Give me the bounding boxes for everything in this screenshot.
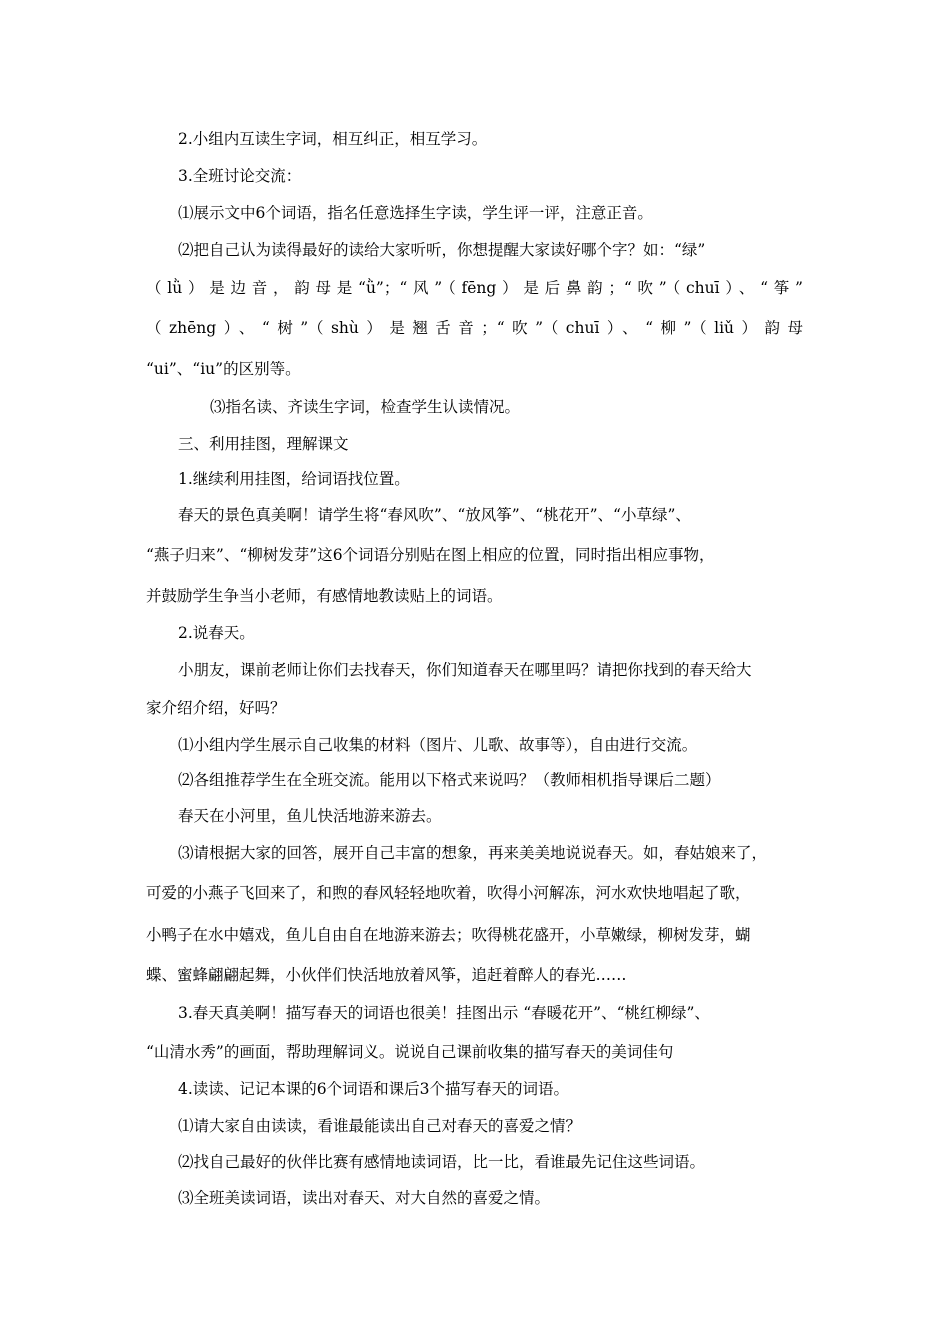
text-line: 家介绍介绍，好吗？ — [146, 699, 286, 717]
text-line: 春天在小河里，鱼儿快活地游来游去。 — [178, 807, 442, 825]
text-line — [146, 318, 803, 338]
text-line: ⑶指名读、齐读生字词，检查学生认读情况。 — [210, 398, 521, 416]
text-line: 小朋友，课前老师让你们去找春天，你们知道春天在哪里吗？请把你找到的春天给大 — [178, 661, 752, 679]
text-line: ⑵各组推荐学生在全班交流。能用以下格式来说吗？（教师相机指导课后二题） — [178, 771, 721, 789]
text-line: “ui”、“iu”的区别等。 — [146, 360, 301, 378]
text-line: 小鸭子在水中嬉戏，鱼儿自由自在地游来游去；吹得桃花盛开，小草嫩绿，柳树发芽，蝴 — [146, 926, 751, 944]
text-line: 可爱的小燕子飞回来了，和煦的春风轻轻地吹着，吹得小河解冻，河水欢快地唱起了歌， — [146, 884, 751, 902]
text-line: ⑴小组内学生展示自己收集的材料（图片、儿歌、故事等），自由进行交流。 — [178, 736, 698, 754]
text-line: 3.全班讨论交流： — [178, 167, 302, 185]
text-line — [146, 278, 803, 298]
text-line: 蝶、蜜蜂翩翩起舞，小伙伴们快活地放着风筝，追赶着醉人的春光…… — [146, 966, 627, 984]
text-line: 2.小组内互读生字词，相互纠正，相互学习。 — [178, 130, 488, 148]
text-line: ⑴展示文中6个词语，指名任意选择生字读，学生评一评，注意正音。 — [178, 204, 653, 222]
text-line: ⑶全班美读词语，读出对春天、对大自然的喜爱之情。 — [178, 1189, 551, 1207]
text-line: 春天的景色真美啊！请学生将“春风吹”、“放风筝”、“桃花开”、“小草绿”、 — [178, 506, 691, 524]
text-line: ⑵把自己认为读得最好的读给大家听听，你想提醒大家读好哪个字？如：“绿” — [178, 241, 706, 259]
text-line: ⑴请大家自由读读，看谁最能读出自己对春天的喜爱之情？ — [178, 1117, 582, 1135]
text-line-content: （lǜ）是边音，韵母是“ǜ”；“风”（fēng）是后鼻韵；“吹”（chuī）、“筝” — [146, 279, 803, 297]
text-line: 并鼓励学生争当小老师，有感情地教读贴上的词语。 — [146, 587, 503, 605]
text-line: 2.说春天。 — [178, 624, 255, 642]
text-line: 3.春天真美啊！描写春天的词语也很美！挂图出示 “春暖花开”、“桃红柳绿”、 — [178, 1004, 710, 1022]
text-line: ⑵找自己最好的伙伴比赛有感情地读词语，比一比，看谁最先记住这些词语。 — [178, 1153, 706, 1171]
text-line: 4.读读、记记本课的6个词语和课后3个描写春天的词语。 — [178, 1080, 570, 1098]
text-line: ⑶请根据大家的回答，展开自己丰富的想象，再来美美地说说春天。如，春姑娘来了， — [178, 844, 768, 862]
text-line-content: （zhēng）、“树”（shù）是翘舌音；“吹”（chuī）、“柳”（liǔ）韵母 — [146, 319, 803, 337]
text-line: 1.继续利用挂图，给词语找位置。 — [178, 470, 410, 488]
text-line: “山清水秀”的画面，帮助理解词义。说说自己课前收集的描写春天的美词佳句 — [146, 1043, 674, 1061]
section-heading: 三、利用挂图，理解课文 — [178, 435, 349, 453]
text-line: “燕子归来”、“柳树发芽”这6个词语分别贴在图上相应的位置，同时指出相应事物， — [146, 546, 715, 564]
